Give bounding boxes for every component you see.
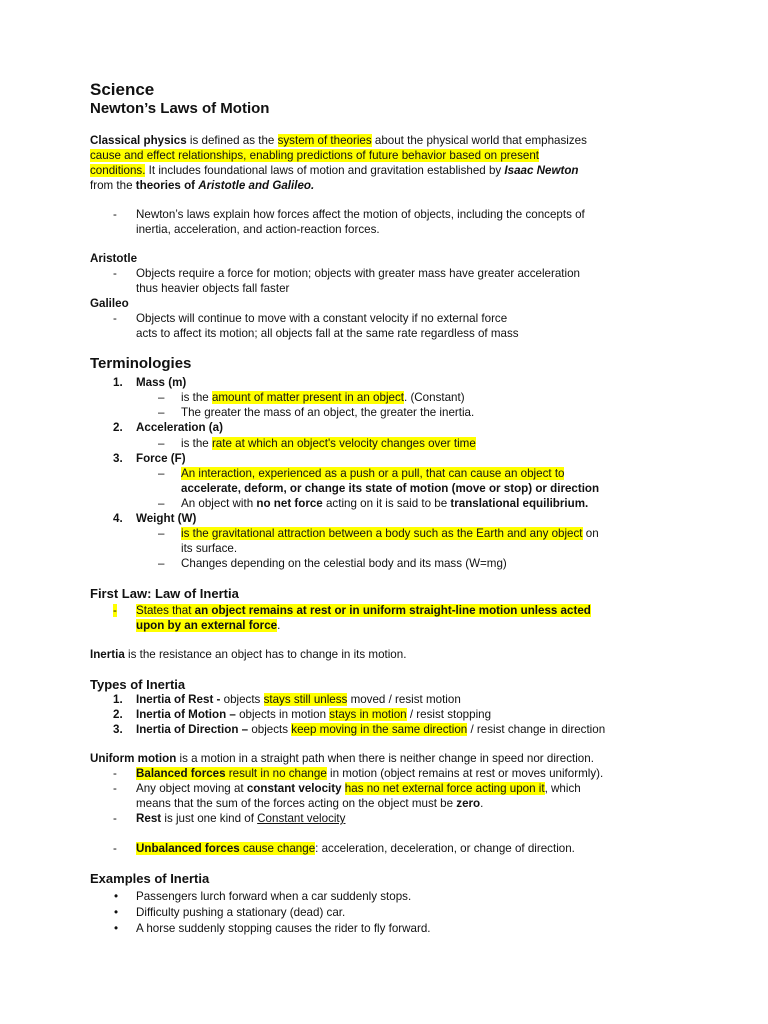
galileo-label: Galileo: [90, 297, 129, 310]
type-3-number: 3.: [113, 723, 123, 736]
weight-number: 4.: [113, 512, 123, 525]
mass-dash-a: –: [158, 391, 165, 404]
mass-number: 1.: [113, 376, 123, 389]
page-subtitle: Newton’s Laws of Motion: [90, 100, 270, 117]
intro-note-line-2: inertia, acceleration, and action-reaction forces.: [136, 223, 380, 236]
first-law-dash: -: [113, 604, 117, 617]
weight-dash-a: –: [158, 527, 165, 540]
mass-label: Mass (m): [136, 376, 187, 389]
example-bullet-1: •: [114, 890, 119, 903]
type-inertia-of-motion: Inertia of Motion – objects in motion stays in motion / resist stopping: [136, 708, 492, 721]
accel-dash: –: [158, 437, 165, 450]
first-law-line-2: upon by an external force.: [136, 619, 281, 632]
force-label: Force (F): [136, 452, 186, 465]
highlight-law-statement-1: an object remains at rest or in uniform straight-line motion unless acted: [194, 604, 591, 617]
weight-def-line-1: is the gravitational attraction between a body such as the Earth and any object on: [181, 527, 599, 540]
weight-label: Weight (W): [136, 512, 197, 525]
highlight-cause-effect: cause and effect relationships, enabling predictions of future behavior based on present: [90, 149, 540, 162]
force-note: An object with no net force acting on it is said to be translational equilibrium.: [181, 497, 589, 510]
aristotle-label: Aristotle: [90, 252, 138, 265]
galileo-line-2: acts to affect its motion; all objects fall at the same rate regardless of mass: [136, 327, 519, 340]
force-def-line-2: accelerate, deform, or change its state of motion (move or stop) or direction: [181, 482, 600, 495]
aristotle-line-2: thus heavier objects fall faster: [136, 282, 290, 295]
intro-line-2: [90, 148, 539, 163]
unbalanced-dash: -: [113, 842, 117, 855]
weight-note: Changes depending on the celestial body and its mass (W=mg): [181, 557, 507, 570]
highlight-gravitational-attraction: is the gravitational attraction between a body such as the Earth and any object: [181, 527, 583, 540]
example-item-3: A horse suddenly stopping causes the rider to fly forward.: [136, 922, 431, 935]
intro-line-4: from the theories of Aristotle and Galileo.: [90, 179, 315, 192]
example-item-2: Difficulty pushing a stationary (dead) car.: [136, 906, 346, 919]
highlight-system-of-theories: system of theories: [277, 134, 372, 147]
balanced-forces-line: Balanced forces result in no change in motion (object remains at rest or moves uniformly).: [136, 767, 604, 780]
highlight-amount-of-matter: amount of matter present in an object: [211, 391, 404, 404]
types-heading: Types of Inertia: [90, 677, 186, 692]
accel-number: 2.: [113, 421, 123, 434]
examples-heading: Examples of Inertia: [90, 871, 210, 886]
isaac-newton: Isaac Newton: [504, 164, 579, 177]
intro-note-dash: -: [113, 208, 117, 221]
mass-dash-b: –: [158, 406, 165, 419]
constant-velocity-line-1: Any object moving at constant velocity has no net external force acting upon it, which: [136, 782, 581, 795]
constant-velocity-dash: -: [113, 782, 117, 795]
accel-label: Acceleration (a): [136, 421, 223, 434]
highlight-law-statement-2: upon by an external force: [136, 619, 278, 632]
highlight-interaction: An interaction, experienced as a push or a pull, that can cause an object to: [181, 467, 565, 480]
terminologies-heading: Terminologies: [90, 355, 192, 372]
force-dash-a: –: [158, 467, 165, 480]
first-law-heading: First Law: Law of Inertia: [90, 586, 239, 601]
mass-def: is the amount of matter present in an object. (Constant): [181, 391, 465, 404]
force-number: 3.: [113, 452, 123, 465]
aristotle-line-1: Objects require a force for motion; objects with greater mass have greater acceleration: [136, 267, 580, 280]
constant-velocity-line-2: means that the sum of the forces acting on the object must be zero.: [136, 797, 484, 810]
type-inertia-of-rest: Inertia of Rest - objects stays still unless moved / resist motion: [136, 693, 461, 706]
highlight-rate-velocity: rate at which an object's velocity changes over time: [211, 437, 476, 450]
example-bullet-3: •: [114, 922, 119, 935]
page-title: Science: [90, 80, 155, 99]
intro-line-3: conditions. It includes foundational laws of motion and gravitation established by Isaac Newton: [90, 164, 579, 177]
example-item-1: Passengers lurch forward when a car suddenly stops.: [136, 890, 412, 903]
weight-dash-b: –: [158, 557, 165, 570]
unbalanced-forces-line: Unbalanced forces cause change: acceleration, deceleration, or change of direction.: [136, 842, 575, 855]
intro-note-line-1: Newton’s laws explain how forces affect the motion of objects, including the concepts of: [136, 208, 585, 221]
weight-def-line-2: its surface.: [181, 542, 238, 555]
inertia-definition: Inertia is the resistance an object has to change in its motion.: [90, 648, 407, 661]
force-dash-b: –: [158, 497, 165, 510]
rest-dash: -: [113, 812, 117, 825]
classical-physics-term: Classical physics: [90, 134, 187, 147]
type-1-number: 1.: [113, 693, 123, 706]
intro-line-1: Classical physics is defined as the system of theories about the physical world that emphasizes: [90, 134, 587, 147]
example-bullet-2: •: [114, 906, 119, 919]
type-2-number: 2.: [113, 708, 123, 721]
highlight-conditions: conditions.: [90, 164, 146, 177]
uniform-motion-definition: Uniform motion is a motion in a straight path when there is neither change in speed nor direction.: [90, 752, 594, 765]
accel-def: is the rate at which an object's velocity changes over time: [181, 437, 476, 450]
type-inertia-of-direction: Inertia of Direction – objects keep moving in the same direction / resist change in direction: [136, 723, 606, 736]
galileo-dash: -: [113, 312, 117, 325]
galileo-line-1: Objects will continue to move with a constant velocity if no external force: [136, 312, 508, 325]
aristotle-dash: -: [113, 267, 117, 280]
balanced-dash: -: [113, 767, 117, 780]
force-def-line-1: [181, 466, 564, 481]
rest-line: Rest is just one kind of Constant velocity: [136, 812, 346, 825]
mass-note: The greater the mass of an object, the greater the inertia.: [181, 406, 475, 419]
first-law-line-1: States that an object remains at rest or in uniform straight-line motion unless acted: [136, 604, 591, 617]
